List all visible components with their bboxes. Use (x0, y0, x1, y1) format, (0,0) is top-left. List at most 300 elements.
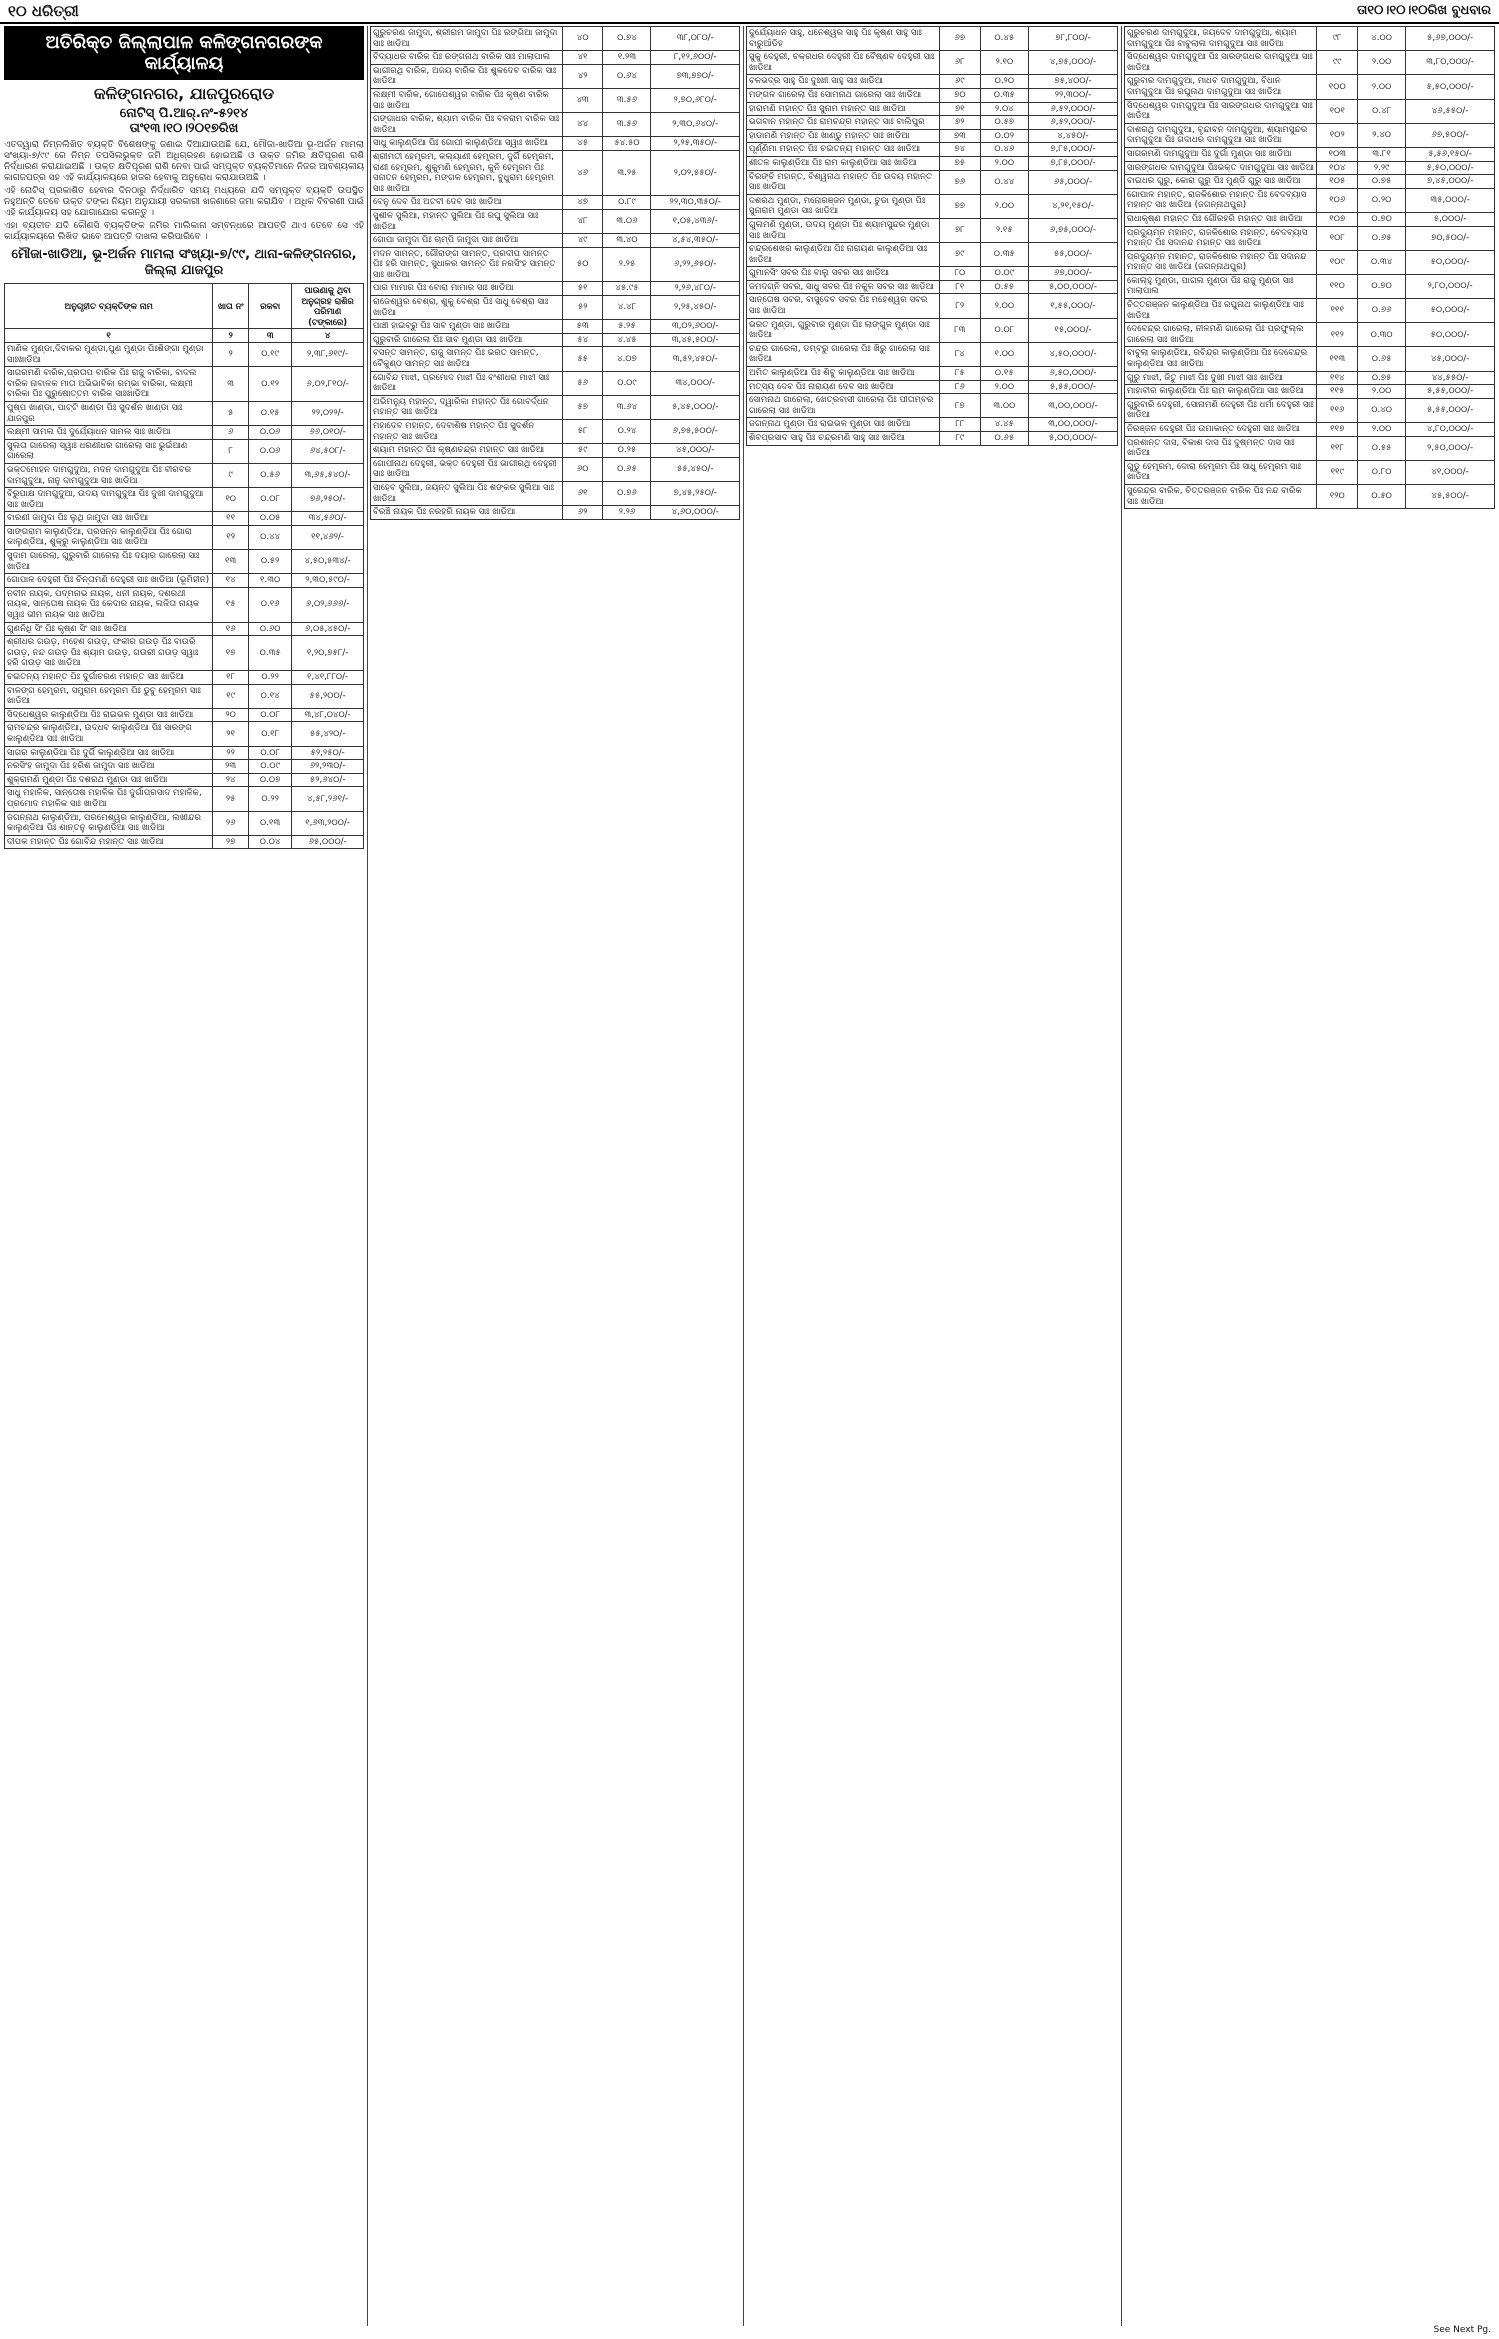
cell-khata: ୨ (213, 342, 249, 366)
cell-name: ସାଧୁ କାଲୁଣ୍ଡିଆ ପିଃ ଗୋପୀ କାଲୁଣ୍ଡିଆ ସ୍ୱାଃ ଖାଡିଆ (371, 137, 563, 151)
table-row (5, 684, 364, 708)
cell-name: ସାନ୍ତୋଷ ସବର, ବାସୁଦେବ ସବର ପିଃ ମହେଶ୍ୱର ସବର ସାଃ ଖାଡିଆ (747, 294, 940, 318)
cell-area: ୦.୮୯ (603, 196, 651, 210)
cell-area: ୦.୦୬ (249, 426, 292, 440)
cell-name: ହାଡାମଣି ମହାନ୍ତ ପିଃ ଖାଣ୍ଡୁ ମହାନ୍ତ ସାଃ ଖାଡିଆ (747, 129, 940, 143)
table-row (5, 550, 364, 574)
table-row (747, 380, 1118, 394)
cell-khata: ୧୧୬ (1317, 398, 1358, 422)
cell-khata: ୧୪ (213, 574, 249, 588)
cell-amount: ୩୪,୦୦୦/- (651, 371, 740, 395)
cell-area: ୨.୦୦ (980, 194, 1028, 218)
cell-amount: ୫,୫୬,୧୫୦/- (1406, 147, 1495, 161)
cell-name: ଚନ୍ଦ୍ର ଗାରେଲା, ଡମ୍ବରୁ ଗାରେଲା ପିଃ ଖିରୁ ଗାରେଲା ସାଃ ଖାଡିଆ (747, 342, 940, 366)
cell-khata: ୧୧୨ (1317, 323, 1358, 347)
cell-khata: ୫୫ (562, 347, 603, 371)
cell-khata: ୨୭ (213, 835, 249, 849)
cell-amount: ୧,୬୩,୨୦୦/- (292, 811, 364, 835)
cell-name: ପାର ମାମାର ପିଃ ବୋରା ମାମାର ସାଃ ଖାଡିଆ (371, 282, 563, 296)
cell-area: ୦.୩୫ (980, 88, 1028, 102)
cell-name: ସାଗର କାଲୁଣ୍ଡିଆ ପିଃ ଦୁର୍ଗି କାଲୁଣ୍ଡିଆ ସାଃ ଖାଡିଆ (5, 746, 213, 760)
cell-name: ଗୁରୁବାର ଦାମଗୁଦୁଆ, ମାଧବ ଦାମଗୁଦୁଆ, ବିଧାନ ଦାମଗୁଦୁଆ ପିଃ ରଘୁନାଥ ଦାମଗୁଦୁଆ ସାଃ ଖାଡିଆ (1125, 75, 1317, 99)
cell-amount: ୫,୦୦,୦୦୦/- (1028, 432, 1117, 446)
table-row (371, 150, 740, 195)
cell-amount: ୬,୦୨,୬୬୬/- (292, 587, 364, 622)
cell-area: ୪.୪୫ (980, 418, 1028, 432)
cell-amount: ୫,୦୦୦/- (1406, 212, 1495, 226)
cell-area: ୨.୦୦ (1358, 75, 1406, 99)
table-body (371, 27, 740, 520)
cell-area: ୦.୧୫ (980, 367, 1028, 381)
cell-area: ୦.୦୨ (980, 129, 1028, 143)
cell-amount: ୨,୩୦,୫୯୦/- (292, 574, 364, 588)
table-body (1125, 27, 1495, 509)
cell-khata: ୯ (213, 463, 249, 487)
cell-name: ଗୋପା ଜାମୁଦା ପିଃ ଚାମ୍ପି ଜାମୁଦା ସାଃ ଖାଡିଆ (371, 234, 563, 248)
cell-khata: ୮୯ (939, 432, 980, 446)
cell-khata: ୮୧ (939, 280, 980, 294)
cell-amount: ୧,୪୧,୮୮୦/- (292, 671, 364, 685)
cell-name: ପ୍ରଦ୍ୟୁମ୍ନ ମହାନ୍ତ, ରାଜକିଶୋର ମହାନ୍ତ ପିଃ ସଦାନନ୍ଦ ମହାନ୍ତ ସାଃ ଖାଡିଆ (ଜଗନ୍ନାଥପୁର) (1125, 250, 1317, 274)
cell-area: ୦.୭୦ (1358, 274, 1406, 298)
cell-name: ଚିତ୍ତରଞ୍ଜନ କାଲୁଣ୍ଡିଆ ପିଃ ରଘୁନାଥ କାଲୁଣ୍ଡିଆ ସାଃ ଖାଡିଆ (1125, 299, 1317, 323)
table-row (1125, 423, 1495, 437)
table-row (1125, 212, 1495, 226)
cell-amount: ୪୫,୦୦୦/- (1406, 347, 1495, 371)
table-row (5, 574, 364, 588)
cell-amount: ୫୫,୦୦୦/- (1028, 243, 1117, 267)
cell-name: ସୁଦାମ ଗାରେଲା, ଗୁରୁବାରି ଗାରେଲା ପିଃ ଦୟାର ଗାରେଲା ସାଃ ଖାଡିଆ (5, 550, 213, 574)
table-row (371, 282, 740, 296)
column-divider (743, 26, 744, 2326)
table-row (747, 75, 1118, 89)
table-row (371, 137, 740, 151)
cell-amount: ୭,୪୫,୨୫୦/- (651, 481, 740, 505)
cell-name: ଶ୍ରୀଧର ଗଉଡ଼, ମହେଶ ଗଉଡ଼, ଫକୀର ଗଉଡ଼ ପିଃ ବାଉରି ଗଉଡ଼, ନନ୍ଦ ଗଉଡ଼ ପିଃ ଶ୍ୟାମ ଗଉଡ଼, ଗଉରୀ ଗଉଡ଼ ସ୍ୱାଃ ହରି ଗଉଡ଼ ସାଃ ଖାଡିଆ (5, 636, 213, 671)
cell-area: ୦.୬୫ (1358, 347, 1406, 371)
cell-area: ୦.୬୫ (1358, 226, 1406, 250)
table-row (5, 636, 364, 671)
table-row (371, 234, 740, 248)
table-row (1125, 226, 1495, 250)
table-row (371, 457, 740, 481)
cell-name: ସାଙ୍ଗରାମ କାଲୁଣ୍ଡିଆ, ପ୍ରସନ୍ନ କାଲୁଣ୍ଡିଆ ପିଃ ଗୋରା କାଲୁଣ୍ଡିଆ, ଶୁକ୍ରୁ କାଲୁଣ୍ଡିଆ ସାଃ ଖାଡିଆ (5, 525, 213, 549)
cell-amount: ୫୦,୦୦୦/- (1406, 299, 1495, 323)
cell-area: ୦.୬୫ (603, 457, 651, 481)
cell-khata: ୨୬ (213, 811, 249, 835)
cell-amount: ୪,୫୮,୨୬୧/- (292, 787, 364, 811)
header-amount: ପାଉଣାକୁ ଥିବା ଅନୁଗ୍ରହ ରାଶିର ପରିମାଣ (ଟଙ୍କାରେ) (292, 284, 364, 329)
index-1: ୧ (5, 329, 213, 343)
cell-area: ୦.୧୬ (249, 587, 292, 622)
cell-name: ଶୀତଳ କାଲୁଣ୍ଡିଆ ପିଃ ରାମ କାଲୁଣ୍ଡିଆ ସାଃ ଖାଡିଆ (747, 156, 940, 170)
cell-name: ଜଗନ୍ନାଥ କାଲୁଣ୍ଡିଆ, ପରମେଶ୍ୱର କାଲୁଣ୍ଡିଆ, ଲଖୀନ୍ଦର କାଲୁଣ୍ଡିଆ ପିଃ ଶାନ୍ତନୁ କାଲୁଣ୍ଡିଆ ସାଃ ଖାଡିଆ (5, 811, 213, 835)
cell-name: ସୁକୁ ଦେହୁରୀ, ଚକ୍ରଧର ଦେହୁରୀ ପିଃ ବୈଷ୍ଣବ ଦେହୁରୀ ସାଃ ଖାଡିଆ (747, 51, 940, 75)
table-row (1125, 175, 1495, 189)
table-row (371, 209, 740, 233)
cell-area: ୦.୧୫ (249, 401, 292, 425)
cell-area: ୦.୫୫ (980, 280, 1028, 294)
table-row (371, 88, 740, 112)
cell-name: ମାହାବୀର କାଲୁଣ୍ଡିଆ ପିଃ ରାମ କାଲୁଣ୍ଡିଆ ସାଃ ଖାଡିଆ (1125, 385, 1317, 399)
table-row (5, 787, 364, 811)
cell-area: ୦.୦୯ (603, 371, 651, 395)
cell-name: ଗୋପୀନାଥ ଦେହୁରୀ, ଭକ୍ତ ଦେହୁରୀ ପିଃ ଭାଗୀରଥି ଦେହୁରୀ ସାଃ ଖାଡିଆ (371, 457, 563, 481)
cell-area: ୩.୨୫ (603, 150, 651, 195)
cell-khata: ୪୪ (562, 113, 603, 137)
cell-amount: ୪୧,୦୦୦/- (1406, 460, 1495, 484)
cell-name: ବିଦ୍ୟାଧର ବାରିକ ପିଃ ରଙ୍ଗନାଥ ବାରିକ ସାଃ ମାଲାପାଲ (371, 51, 563, 65)
cell-khata: ୧୦୭ (1317, 212, 1358, 226)
table-body (5, 342, 364, 848)
table-row (1125, 27, 1495, 51)
table-row (747, 88, 1118, 102)
cell-khata: ୧୯ (213, 684, 249, 708)
cell-amount: ୫୫,୪୨୦/- (292, 722, 364, 746)
cell-area: ୦.୨୦ (980, 75, 1028, 89)
cell-khata: ୧୦୯ (1317, 250, 1358, 274)
table-row (747, 394, 1118, 418)
table-row (371, 51, 740, 65)
table-row (5, 622, 364, 636)
cell-name: ଅମିତ କାଲୁଣ୍ଡିଆ ପିଃ ଶିବୁ କାଲୁଣ୍ଡିଆ ସାଃ ଖାଡିଆ (747, 367, 940, 381)
cell-khata: ୧୩ (213, 550, 249, 574)
cell-name: ସାରଙ୍ଗଧର ଦାମଗୁଦୁଆ ପିଃଭକ୍ତ ଦାମଗୁଦୁଆ ସାଃ ଖାଡିଆ (1125, 161, 1317, 175)
cell-khata: ୭୭ (939, 194, 980, 218)
header-khata: ଖାତା ନଂ (213, 284, 249, 329)
cell-name: ଚଇତନ୍ୟ ମହାନ୍ତ ପିଃ ଦୁର୍ଗାଚରଣ ମହାନ୍ତ ସାଃ ଖାଡିଆ (5, 671, 213, 685)
cell-khata: ୪୫ (562, 137, 603, 151)
cell-amount: ୪,୨୧,୧୫୦/- (1028, 194, 1117, 218)
cell-khata: ୨୫ (213, 787, 249, 811)
cell-khata: ୭୪ (939, 143, 980, 157)
cell-amount: ୬,୫୨,୦୦୦/- (1028, 116, 1117, 130)
cell-khata: ୭୦ (939, 88, 980, 102)
cell-khata: ୮ (213, 439, 249, 463)
case-title: ମୌଜା-ଖାଡିଆ, ଭୂ-ଅର୍ଜନ ମାମଲା ସଂଖ୍ୟା-୭/୯୯, ଥାନା-କଳିଙ୍ଗନଗର, ଜିଲ୍ଲା ଯାଜପୁର (11, 247, 357, 278)
cell-area: ୦.୭୫ (1358, 175, 1406, 189)
cell-name: ଦେବେନ୍ଦ୍ର ଗାରେଲା, ନୀଳମଣି ଗାରେଲା ପିଃ ପ୍ରଫୁଲ୍ଲ ଗାରେଲା ସାଃ ଖାଡିଆ (1125, 323, 1317, 347)
cell-khata: ୨୪ (213, 773, 249, 787)
table-row (747, 27, 1118, 51)
cell-name: ପ୍ରଶାନ୍ତ ଦାସ, ବିକାଶ ଦାସ ପିଃ ଦୁଷ୍ମନ୍ତ ଦାସ ସାଃ ଖାଡିଆ (1125, 436, 1317, 460)
cell-khata: ୬୮ (939, 51, 980, 75)
cell-amount: ୪,୫୦,୫୩୪/- (292, 550, 364, 574)
cell-area: ୧.୦୦ (980, 342, 1028, 366)
cell-name: ଗୁରୁବାରି ଦେହୁରୀ, ସୋନାମଣି ଦେହୁରୀ ପିଃ ଧର୍ମା ଦେହୁରୀ ସାଃ ଖାଡିଆ (1125, 398, 1317, 422)
cell-khata: ୫୧ (562, 282, 603, 296)
table-row (371, 481, 740, 505)
cell-khata: ୧୦୦ (1317, 75, 1358, 99)
cell-name: ଭରତ ମୁଣ୍ଡା, ଗୁରୁବାର ମୁଣ୍ଡା ପିଃ ଲାଙ୍ଗୁଳ ମୁଣ୍ଡା ସାଃ ଖାଡିଆ (747, 318, 940, 342)
cell-name: ଦଶରଥ ମୁଣ୍ଡା, ମନୋରଞ୍ଜନ ମୁଣ୍ଡା, ଚୁଡା ମୁଣ୍ଡା ପିଃ ସୁନାରାମ ମୁଣ୍ଡା ସାଃ ଖାଡିଆ (747, 194, 940, 218)
cell-name: ଜଗନ୍ନାଥ ମୁଣ୍ଡା ପିଃ ରାଇଭଳ ମୁଣ୍ଡା ସାଃ ଖାଡିଆ (747, 418, 940, 432)
cell-area: ୦.୩୫ (980, 243, 1028, 267)
cell-amount: ୧୫,୦୦୦/- (1028, 318, 1117, 342)
cell-name: ହାରାମଣି ମହାନ୍ତ ପିଃ ସୁନାମ ମହାନ୍ତ ସାଃ ଖାଡିଆ (747, 102, 940, 116)
cell-amount: ୨୨,୩୦୦/- (1028, 88, 1117, 102)
cell-area: ୦.୦୬ (249, 439, 292, 463)
cell-amount: ୬,୫୦,୦୦୦/- (1028, 367, 1117, 381)
cell-area: ୦.୪୦ (1358, 398, 1406, 422)
cell-name: ଗୋପାଳ ଦେହୁରୀ ପିଃ ଚିନ୍ତାମଣି ଦେହୁରୀ ସାଃ ଖାଡିଆ (ଭୂମିହୀନ) (5, 574, 213, 588)
cell-area: ୫.୨୫ (603, 320, 651, 334)
table-row (1125, 484, 1495, 508)
cell-amount: ୫,୫୦,୦୦୦/- (1406, 75, 1495, 99)
table-row (5, 488, 364, 512)
header-name: ଅନୁଗୃହୀତ ବ୍ୟକ୍ତିଙ୍କ ନାମ (5, 284, 213, 329)
cell-khata: ୧୦୨ (1317, 123, 1358, 147)
cell-amount: ୩,୦୦,୦୦୦/- (1028, 394, 1117, 418)
cell-area: ୦.୨୨ (249, 671, 292, 685)
cell-area: ୧.୨୩ (603, 51, 651, 65)
cell-amount: ୫୫,୨୦୦/- (292, 684, 364, 708)
cell-name: ଦୁର୍ଯ୍ୟୋଧନ ସାହୁ, ଧନେଶ୍ୱର ସାହୁ ପିଃ କୃଷ୍ଣ ସାହୁ ସାଃ ବାରୁଆଁଡିହ (747, 27, 940, 51)
cell-name: ଅଭିମନ୍ୟୁ ମହାନ୍ତ, ଦ୍ୱାରିକା ମହାନ୍ତ ପିଃ ଗୋବର୍ଦ୍ଧନ ମହାନ୍ତ ସାଃ ଖାଡିଆ (371, 395, 563, 419)
cell-name: ରାଜେଶ୍ୱର ବେଶ୍ରା, ଶୁକୁ ବେଶ୍ରା ପିଃ ସାଧୁ ବେଶ୍ରା ସାଃ ଖାଡିଆ (371, 296, 563, 320)
cell-area: ୦.୩୪ (1358, 250, 1406, 274)
cell-amount: ୭୩,୭୭୦/- (651, 64, 740, 88)
cell-area: ୦.୨୪ (603, 420, 651, 444)
cell-area: ୧.୩୦ (249, 574, 292, 588)
table-row (747, 294, 1118, 318)
cell-khata: ୫୮ (562, 420, 603, 444)
cell-khata: ୫ (213, 401, 249, 425)
cell-name: ନରସିଂହ ଜାମୁଦା ପିଃ ହରିଶ ଜାମୁଦା ସାଃ ଖାଡିଆ (5, 760, 213, 774)
cell-khata: ୧୧୧ (1317, 299, 1358, 323)
cell-area: ୦.୦୮ (249, 488, 292, 512)
cell-area: ୦.୦୯ (249, 760, 292, 774)
table-row (371, 395, 740, 419)
cell-name: ଶ୍ୟାମ ମହାନ୍ତ ପିଃ କୃଷ୍ଣଚନ୍ଦ୍ର ମହାନ୍ତ ସାଃ ଖାଡିଆ (371, 444, 563, 458)
cell-khata: ୧୬ (213, 622, 249, 636)
cell-area: ୨.୦୦ (1358, 423, 1406, 437)
page-header (0, 0, 1499, 24)
cell-amount: ୩,୦୦,୦୦୦/- (1028, 418, 1117, 432)
cell-khata: ୧୦୪ (1317, 161, 1358, 175)
cell-amount: ୬୫,୦୦୦/- (1028, 170, 1117, 194)
cell-khata: ୫୬ (562, 371, 603, 395)
table-row (371, 333, 740, 347)
cell-amount: ୬,୨୨,୬୫୦/- (651, 247, 740, 282)
cell-khata: ୧୧୩ (1317, 347, 1358, 371)
cell-amount: ୫,୦୦,୦୦୦/- (1028, 280, 1117, 294)
table-row (1125, 398, 1495, 422)
cell-name: ବସନ୍ତ ସାମନ୍ତ, ରାଜୁ ସାମନ୍ତ ପିଃ ଭରତ ସାମନ୍ତ, ବୈକୁଣ୍ଠ ସାମନ୍ତ ସାଃ ଖାଡିଆ (371, 347, 563, 371)
index-4: ୪ (292, 329, 364, 343)
table-row (747, 170, 1118, 194)
table-row (747, 318, 1118, 342)
notice-date: ତାଂ୧୩।୧୦।୨୦୧୭ରିଖ (129, 121, 239, 136)
cell-area: ୪୫.୯୫ (603, 282, 651, 296)
cell-area: ୦.୨୫ (603, 444, 651, 458)
cell-khata: ୬୯ (939, 75, 980, 89)
cell-khata: ୭୬ (939, 170, 980, 194)
cell-area: ୦.୧୩ (249, 811, 292, 835)
table-row (5, 671, 364, 685)
cell-area: ୩.୫୬ (603, 88, 651, 112)
cell-name: ଗୁଣନିଧି ସିଂ ପିଃ କୃଷ୍ଣ ସିଂ ସାଃ ଖାଡିଆ (5, 622, 213, 636)
cell-area: ୪.୦୦ (1358, 27, 1406, 51)
cell-area: ୦.୨୨ (249, 787, 292, 811)
cell-name: ସାଗରମଣି ଦାମଗୁଦୁଆ ପିଃ ଦୁର୍ଗା ମୁଣ୍ଡା ସାଃ ଖାଡିଆ (1125, 147, 1317, 161)
table-row (5, 708, 364, 722)
table-row (747, 156, 1118, 170)
cell-khata: ୭୯ (939, 243, 980, 267)
cell-khata: ୧୧୮ (1317, 436, 1358, 460)
table-body (747, 27, 1118, 446)
cell-amount: ୬,୦୨,୮୧୦/- (292, 367, 364, 402)
cell-amount: ୫,୫୦,୦୦୦/- (1406, 161, 1495, 175)
cell-area: ୦.୦୮ (249, 746, 292, 760)
table-row (747, 280, 1118, 294)
cell-amount: ୨,୫୦,୦୦୦/- (1406, 436, 1495, 460)
cell-area: ୦.୬୬ (1358, 299, 1406, 323)
cell-khata: ୪୦ (562, 27, 603, 51)
cell-khata: ୯୯ (1317, 51, 1358, 75)
office-title: ଅତିରିକ୍ତ ଜିଲ୍ଲାପାଳ କଳିଙ୍ଗନଗରଙ୍କ କାର୍ଯ୍ୟାଳୟ (4, 26, 364, 80)
cell-name: ଗୁଲମଣି ମୁଣ୍ଡା, ଉଦୟ ମୁଣ୍ଡା ପିଃ ଶ୍ୟାମସୁନ୍ଦର ମୁଣ୍ଡା ସାଃ ଖାଡିଆ (747, 218, 940, 242)
cell-area: ୦.୭୫ (1358, 371, 1406, 385)
cell-amount: ୩,୫୨,୪୫୦/- (651, 347, 740, 371)
compensation-table (370, 26, 740, 520)
cell-name: ଚନ୍ଦ୍ରଶେଖର କାଲୁଣ୍ଡିଆ ପିଃ ନାରାୟଣ କାଲୁଣ୍ଡିଆ ସାଃ ଖାଡିଆ (747, 243, 940, 267)
cell-name: ବେନୁ ଦେବ ପିଃ ଅଟବୀ ଦେବ ସାଃ ଖାଡିଆ (371, 196, 563, 210)
cell-amount: ୫,୫୫,୦୦୦/- (1406, 398, 1495, 422)
cell-name: ଗୁରୁଚରଣ ଜାମୁଦା, ଶ୍ରୀରାମ ଜାମୁଦା ପିଃ ରଙ୍ଗିଆ ଜାମୁଦା ସାଃ ଖାଡିଆ (371, 27, 563, 51)
notice-paragraph: ଏତଦ୍ୱାରା ନିମ୍ନଲିଖିତ ବ୍ୟକ୍ତି ବିଶେଷଙ୍କୁ ଜଣାଇ ଦିଆଯାଉଅଛି ଯେ, ମୌଜା-ଖାଡିଆ ଭୂ-ଅର୍ଜନ ମାମଲା ସଂଖ୍ୟା-୭/୯୯ ରେ ନିମ୍ନ ତପସିଲଭୁକ୍ତ ଜମି ଅଧିଗ୍ରହଣ ହୋଇଅଛି ଓ ଉକ୍ତ ଜମିର କ୍ଷତିପୂରଣ ରାଶି ନିର୍ଦ୍ଧାରଣ କରାଯାଇଅଛି । ଉକ୍ତ କ୍ଷତିପୂରଣ ରାଶି ନେବା ପାଇଁ ସମ୍ପୃକ୍ତ ବ୍ୟକ୍ତିମାନେ ନିଜର ଆବଶ୍ୟକୀୟ କାଗଜପତ୍ର ସହ ଏହି କାର୍ଯ୍ୟାଳୟରେ ହାଜର ହେବାକୁ ଅନୁରୋଧ କରାଯାଉଅଛି । (4, 140, 364, 183)
cell-khata: ୧୧୫ (1317, 385, 1358, 399)
table-row (1125, 147, 1495, 161)
table-row (1125, 188, 1495, 212)
cell-name: ସିଦ୍ଧେଶ୍ୱର ଦାମଗୁଦୁଆ ପିଃ ସାରଙ୍ଗଧର ଦାମଗୁଦୁଆ ସାଃ ଖାଡିଆ (1125, 99, 1317, 123)
cell-name: ବିରଙ୍ଚି ମହାନ୍ତ, ବିଶ୍ୱନାଥ ମହାନ୍ତ ପିଃ ଉଦୟ ମହାନ୍ତ ସାଃ ଖାଡିଆ (747, 170, 940, 194)
table-row (5, 426, 364, 440)
table-row (371, 296, 740, 320)
cell-khata: ୫୭ (562, 395, 603, 419)
cell-name: ନିରଞ୍ଜନ ଦେହୁରୀ ପିଃ ଉମାକାନ୍ତ ଦେହୁରୀ ସାଃ ଖାଡିଆ (1125, 423, 1317, 437)
table-row (371, 506, 740, 520)
cell-amount: ୩୫,୦୦୦/- (1406, 188, 1495, 212)
column-1 (4, 26, 364, 2326)
cell-khata: ୧୦୮ (1317, 226, 1358, 250)
cell-area: ୦.୭୦ (1358, 212, 1406, 226)
cell-amount: ୨,୦୨,୫୫୦/- (651, 150, 740, 195)
cell-name: ଶ୍ରୀମତୀ ହେମ୍ବ୍ରମ, କଲ୍ୟାଣୀ ହେମ୍ବ୍ରମ, ଦୁର୍ଗି ହେମ୍ବ୍ରମ, ରାଣୀ ହେମ୍ବ୍ରମ, ଶୁକୁମଣି ହେମ୍ବ୍ରମ, କୁନି ହେମ୍ବ୍ରମ ପିଃ ସନାତନ ହେମ୍ବ୍ରମ, ମଙ୍ଗଳ ହେମ୍ବ୍ରମ, ବୁଧୁରାମ ହେମ୍ବ୍ରମ ସାଃ ଖାଡିଆ (371, 150, 563, 195)
cell-khata: ୧୧ (213, 512, 249, 526)
cell-amount: ୩,୪୮,୦୪୦/- (292, 708, 364, 722)
table-row (371, 371, 740, 395)
cell-amount: ୪୫,୫୦୦/- (1406, 484, 1495, 508)
cell-name: ବାରଣୀ ଜାମୁଦା ପିଃ ଲୁଥି ଜାମୁଦା ସାଃ ଖାଡିଆ (5, 512, 213, 526)
compensation-table (4, 283, 364, 849)
table-row (371, 320, 740, 334)
cell-area: ୦.୩୫ (249, 636, 292, 671)
issue-date: ତା୧୦।୧୦।୧୦ରିଖ ବୁଧବାର (1356, 3, 1491, 18)
cell-amount: ୭୬,୨୫୦/- (292, 488, 364, 512)
cell-name: ସୁଲତା ଗାରେଲା ସ୍ୱାଃ ଧରଣୀଧର ଗାରେଲା ସାଃ ଭୁଇଁଆଣ ଗାରେଲା (5, 439, 213, 463)
compensation-table (1124, 26, 1495, 509)
cell-area: ୨.୪୦ (1358, 123, 1406, 147)
cell-amount: ୩,୮୦,୦୦୦/- (1406, 51, 1495, 75)
cell-area: ୩.୦୦ (980, 394, 1028, 418)
table-row (371, 64, 740, 88)
cell-name: ସାହେବ ସୁଲିଆ, ଜୟନ୍ତ ସୁଲିଆ ପିଃ ଶଙ୍କର ସୁଲିଆ ସାଃ ଖାଡିଆ (371, 481, 563, 505)
cell-amount: ୭,୪୫,୦୦୦/- (1406, 175, 1495, 189)
cell-amount: ୬୭,୫୦୦/- (1406, 123, 1495, 147)
cell-area: ୦.୩୦ (1358, 323, 1406, 347)
cell-name: ପୁଷ୍ପ ଖାଣ୍ଡା, ପାଟ୍ଟି ଖାଣ୍ଡା ପିଃ ସୁଦର୍ଶନ ଖାଣ୍ଡା ସାଃ ଯାଜପୁର (5, 401, 213, 425)
cell-name: ମଙ୍ଗଳ ଗାରେଲା ପିଃ ସୋମନାଥ ଗାରେଲା ସାଃ ଖାଡିଆ (747, 88, 940, 102)
cell-amount: ୨,୨୫,୪୫୦/- (651, 296, 740, 320)
cell-khata: ୭୧ (939, 102, 980, 116)
cell-khata: ୪୩ (562, 88, 603, 112)
table-row (1125, 123, 1495, 147)
cell-area: ୫୪.୫୦ (603, 137, 651, 151)
notice-number: ନୋଟିସ୍ ପି.ଆର୍.ନଂ-୫୨୧୪ (119, 106, 249, 121)
table-row (5, 811, 364, 835)
table-row (747, 342, 1118, 366)
cell-area: ୨.୦୦ (1358, 51, 1406, 75)
cell-amount: ୭୫,୪୦୦/- (1028, 75, 1117, 89)
cell-khata: ୧୨୦ (1317, 484, 1358, 508)
cell-area: ୦.୧୯ (249, 342, 292, 366)
cell-khata: ୭୫ (939, 156, 980, 170)
cell-name: ସାଗରମଣି ବାରିକ,ପ୍ରତାପ ବାରିକ ପିଃ ରାଜୁ ବାରିକା, ବାଦଲ ବାରିକ ନାବାଳକ ମାତା ଅଭିଭାବିକା ରମ୍ଭା ବାରିକା, ଲକ୍ଷ୍ମୀ ବାରିକା ପିଃ ପୁରୁଷୋତ୍ତମ ବାରିକ ସାଃଖାଡିଆ (5, 367, 213, 402)
cell-khata: ୨୩ (213, 760, 249, 774)
header-area: ରକବା (249, 284, 292, 329)
cell-amount: ୧,୨୦,୭୫୮/- (292, 636, 364, 671)
cell-name: ମତ୍ସ୍ୟ ଦେବ ପିଃ ନାରାୟଣ ଦେବ ସାଃ ଖାଡିଆ (747, 380, 940, 394)
cell-area: ୦.୭୪ (603, 27, 651, 51)
cell-amount: ୧,୦୫,୪୩୬/- (651, 209, 740, 233)
table-row (1125, 299, 1495, 323)
cell-khata: ୮୩ (939, 318, 980, 342)
cell-area: ୦.୨୦ (1358, 188, 1406, 212)
table-row (747, 116, 1118, 130)
table-row (371, 27, 740, 51)
cell-khata: ୪୬ (562, 150, 603, 195)
cell-khata: ୫୩ (562, 320, 603, 334)
cell-name: ଭାଗୀରଥି ବାରିକ, ଅଜୟ ବାରିକ ପିଃ ଶୁକଦେବ ବାରିକ ସାଃ ଖାଡିଆ (371, 64, 563, 88)
cell-amount: ୬,୭୫,୦୦୦/- (1028, 218, 1117, 242)
cell-name: ମହାଦେବ ମହାନ୍ତ, ଦେବାଶିଷ ମହାନ୍ତ ପିଃ ସୁଦର୍ଶନ ମହାନ୍ତ ସାଃ ଖାଡିଆ (371, 420, 563, 444)
cell-amount: ୨,୨୫,୩୫୦/- (651, 137, 740, 151)
cell-amount: ୪,୭୫,୦୦୦/- (1028, 51, 1117, 75)
cell-area: ୨.୨୯ (1358, 161, 1406, 175)
table-row (1125, 161, 1495, 175)
cell-area: ୩.୬୪ (603, 395, 651, 419)
cell-amount: ୩,୦୨,୬୦୦/- (651, 320, 740, 334)
cell-area: ୦.୪୪ (249, 525, 292, 549)
cell-name: ଗୁମାନସିଂ ସବର ପିଃ ବାଲୁ ସବର ସାଃ ଖାଡିଆ (747, 267, 940, 281)
table-row (1125, 371, 1495, 385)
table-row (5, 401, 364, 425)
cell-khata: ୧୧୭ (1317, 423, 1358, 437)
cell-name: ମାଣିକ ମୁଣ୍ଡା,ଦିବାକର ମୁଣ୍ଡା,ପୁଣ ମୁଣ୍ଡା ପିଃଶିଙ୍ଗା ମୁଣ୍ଡା ସାଃଖାଡିଆ (5, 342, 213, 366)
cell-area: ୦.୫୬ (249, 463, 292, 487)
table-row (1125, 99, 1495, 123)
cell-area: ୦.୧୪ (249, 684, 292, 708)
cell-amount: ୭,୮୫,୦୦୦/- (1028, 156, 1117, 170)
column-divider (1121, 26, 1122, 2326)
cell-area: ୦.୦୮ (980, 318, 1028, 342)
notice-paragraph: ଏହି ନୋଟିସ୍ ପ୍ରକାଶିତ ହେବାର ଦିନଠାରୁ ନିର୍ଦ୍ଧାରିତ ସମୟ ମଧ୍ୟରେ ଯଦି ସମ୍ପୃକ୍ତ ବ୍ୟକ୍ତି ଉପସ୍ଥିତ ନହୁଅନ୍ତି ତେବେ ଉକ୍ତ ଟଙ୍କା ନିୟମ ଅନୁଯାୟୀ ସରକାରୀ ଖଜଣାରେ ଜମା କରାଯିବ । ଅଧିକ ବିବରଣୀ ପାଇଁ ଏହି କାର୍ଯ୍ୟାଳୟ ସହ ଯୋଗାଯୋଗ କରନ୍ତୁ । (4, 186, 364, 218)
cell-amount: ୫୨,୨୫୦/- (292, 746, 364, 760)
cell-khata: ୮୨ (939, 294, 980, 318)
cell-area: ୦.୧୨ (249, 367, 292, 402)
cell-area: ୦.୬୫ (980, 432, 1028, 446)
